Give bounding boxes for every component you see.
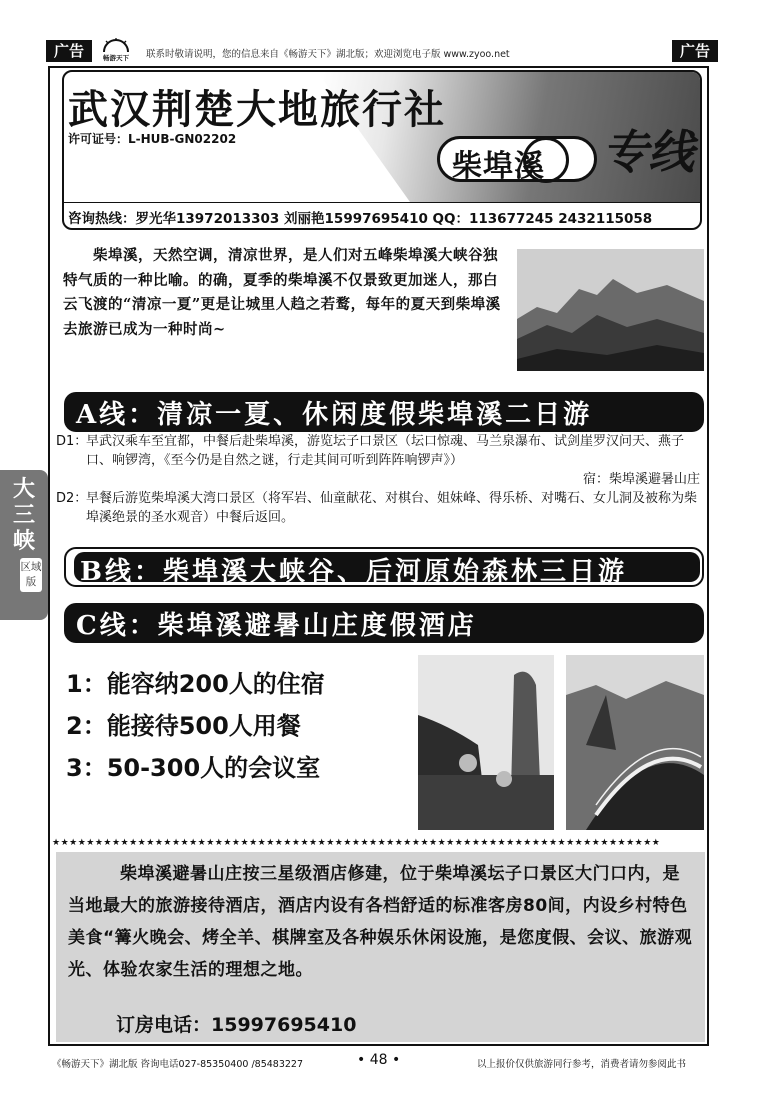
arch-bridge-image (566, 655, 704, 830)
hotel-description: 柴埠溪避暑山庄按三星级酒店修建，位于柴埠溪坛子口景区大门口内，是当地最大的旅游接待酒店，酒店内设有各档舒适的标准客房80间，内设乡村特色美食“篝火晚会、烤全羊、棋牌室及各种娱乐休闲设施，是您度假、会议、旅游观光、体验农家生活的理想之地。 (68, 864, 693, 980)
footer-contact: 《畅游天下》湖北版 咨询电话027-85350400 /85483227 (52, 1059, 304, 1070)
day-2-text: 早餐后游览柴埠溪大湾口景区（将军岩、仙童献花、对棋台、姐妹峰、得乐桥、对嘴石、女儿洞及被称为柴埠溪绝景的圣水观音）中餐后返回。 (86, 491, 698, 525)
route-b-title: B线：柴埠溪大峡谷、后河原始森林三日游 (80, 557, 627, 587)
star-divider: ★★★★★★★★★★★★★★★★★★★★★★★★★★★★★★★★★★★★★★★★★★★★★★★★★★★★★★★★★★★★★★★★★★★★★★★ (52, 838, 661, 848)
facility-item: 1：能容纳200人的住宿 (66, 670, 325, 698)
intro-text: 柴埠溪，天然空调，清凉世界，是人们对五峰柴埠溪大峡谷独特气质的一种比喻。的确，夏季的柴埠溪不仅景致更加迷人，那白云飞渡的“清凉一夏”更是让城里人趋之若鹜，每年的夏天到柴埠溪去旅游已成为一种时尚~ (63, 247, 501, 338)
side-tab-label: 区域版 (20, 558, 42, 592)
contact-notice: 联系时敬请说明，您的信息来自《畅游天下》湖北版；欢迎浏览电子版 www.zyoo.net (146, 49, 510, 60)
hotline: 咨询热线：罗光华13972013303 刘丽艳15997695410 QQ：113677245 2432115058 (64, 202, 702, 227)
facilities-list (66, 663, 325, 789)
day-2-label: D2： (56, 491, 88, 506)
route-a-itinerary (56, 432, 706, 527)
route-label: 专线 (602, 125, 694, 179)
booking-phone: 订房电话：15997695410 (116, 1014, 357, 1036)
route-c-banner (64, 603, 704, 643)
rock-pillar-image (418, 655, 554, 830)
destination-badge (437, 136, 597, 182)
day-1-label: D1： (56, 434, 88, 449)
mountain-landscape-image (517, 249, 704, 371)
ad-tag-right: 广告 (672, 40, 718, 62)
hotel-description-box (56, 852, 705, 1042)
license-number: 许可证号：L-HUB-GN02202 (68, 132, 237, 146)
bridge-photo (566, 655, 704, 830)
side-tab-region: 大三峡 (12, 476, 35, 554)
itinerary-day-1 (56, 432, 706, 470)
route-b-inner (74, 552, 700, 587)
facility-item: 2：能接待500人用餐 (66, 712, 301, 740)
region-side-tab (0, 470, 48, 620)
mountain-photo (517, 249, 704, 371)
agency-header (62, 70, 702, 230)
route-a-title: A线：清凉一夏、休闲度假柴埠溪二日游 (76, 400, 593, 430)
route-c-title: C线：柴埠溪避暑山庄度假酒店 (76, 611, 477, 641)
logo-text: 畅游天下 (103, 55, 129, 62)
company-name: 武汉荆楚大地旅行社 (68, 86, 446, 133)
itinerary-day-2 (56, 489, 706, 527)
rock-pillar-photo (418, 655, 554, 830)
footer-disclaimer: 以上报价仅供旅游同行参考，消费者请勿参阅此书 (477, 1059, 687, 1070)
publication-logo (100, 38, 132, 62)
ad-tag-left: 广告 (46, 40, 92, 62)
day-1-stay: 宿：柴埠溪避暑山庄 (582, 472, 700, 487)
page-number: • 48 • (357, 1052, 401, 1068)
facility-item: 3：50-300人的会议室 (66, 754, 321, 782)
route-a-banner (64, 392, 704, 432)
route-b-banner (64, 547, 704, 587)
day-1-text: 早武汉乘车至宜都，中餐后赴柴埠溪，游览坛子口景区（坛口惊魂、马兰泉瀑布、试剑崖罗汉问天、燕子口、响锣湾，《至今仍是自然之谜，行走其间可听到阵阵响锣声》） (86, 434, 685, 468)
badge-text: 柴埠溪 (452, 149, 545, 184)
